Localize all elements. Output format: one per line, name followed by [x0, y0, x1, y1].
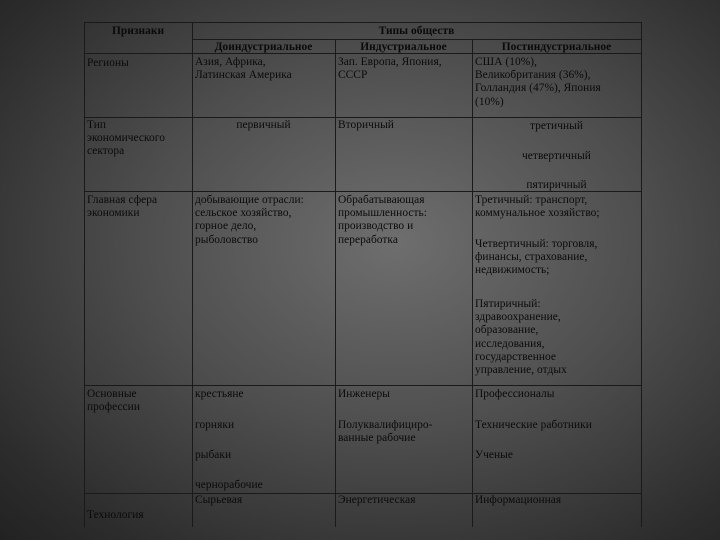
- cell-prof-semiskilled: Полуквалифициро- ванные рабочие: [338, 419, 433, 445]
- cell-sphere-quinary: Пятиричный: здравоохранение, образование, исследования, государственное управление, отдых: [475, 298, 567, 377]
- grid-line: [84, 22, 85, 527]
- cell-sphere-quaternary: Четвертичный: торговля, финансы, страхование, недвижимость;: [475, 238, 598, 277]
- row-label-main-sphere: Главная сфера экономики: [87, 194, 158, 220]
- cell-sector-preindustrial: первичный: [236, 119, 291, 131]
- grid-line: [84, 385, 642, 386]
- row-label-sector-type: Тип экономического сектора: [87, 119, 165, 158]
- cell-tech-postindustrial: Информационная: [475, 494, 562, 506]
- cell-sphere-industrial: Обрабатывающая промышленность: производство и переработка: [338, 194, 427, 246]
- cell-sector-quaternary: четвертичный: [522, 150, 591, 162]
- cell-prof-technicians: Технические работники: [475, 419, 592, 431]
- cell-sphere-preindustrial: добывающие отрасли: сельское хозяйство, горное дело, рыболовство: [195, 194, 304, 246]
- cell-regions-preindustrial: Азия, Африка, Латинская Америка: [195, 56, 292, 82]
- society-types-table: [84, 22, 642, 527]
- grid-line: [192, 22, 193, 527]
- grid-line: [472, 39, 473, 527]
- cell-tech-industrial: Энергетическая: [338, 494, 416, 506]
- row-label-technology: Технология: [87, 509, 144, 521]
- grid-line: [641, 22, 642, 527]
- row-label-regions: Регионы: [87, 57, 129, 69]
- cell-prof-engineers: Инженеры: [338, 388, 390, 400]
- cell-prof-professionals: Профессионалы: [475, 388, 555, 400]
- cell-sector-tertiary: третичный: [530, 120, 583, 132]
- header-society-types: Типы обществ: [378, 25, 455, 37]
- header-features: Признаки: [111, 25, 165, 37]
- header-industrial: Индустриальное: [360, 41, 447, 53]
- cell-tech-preindustrial: Сырьевая: [195, 494, 243, 506]
- cell-regions-industrial: Зап. Европа, Япония, СССР: [338, 56, 442, 82]
- cell-prof-scientists: Ученые: [475, 449, 513, 461]
- cell-sector-industrial: Вторичный: [338, 119, 394, 131]
- grid-line: [335, 39, 336, 527]
- grid-line: [192, 39, 642, 40]
- row-label-professions: Основные профессии: [87, 388, 140, 414]
- cell-prof-laborers: чернорабочие: [195, 479, 263, 491]
- cell-prof-peasants: крестьяне: [195, 388, 244, 400]
- grid-line: [84, 22, 642, 23]
- cell-prof-fishermen: рыбаки: [195, 449, 232, 461]
- header-postindustrial: Постиндустриальное: [501, 41, 612, 53]
- cell-sphere-tertiary: Третичный: транспорт, коммунальное хозяйство;: [475, 194, 600, 220]
- grid-line: [84, 117, 642, 118]
- cell-regions-postindustrial: США (10%), Великобритания (36%), Голландия (47%), Япония (10%): [475, 56, 601, 108]
- header-preindustrial: Доиндустриальное: [214, 41, 313, 53]
- cell-prof-miners: горняки: [195, 419, 235, 431]
- cell-sector-quinary: пятиричный: [526, 179, 587, 191]
